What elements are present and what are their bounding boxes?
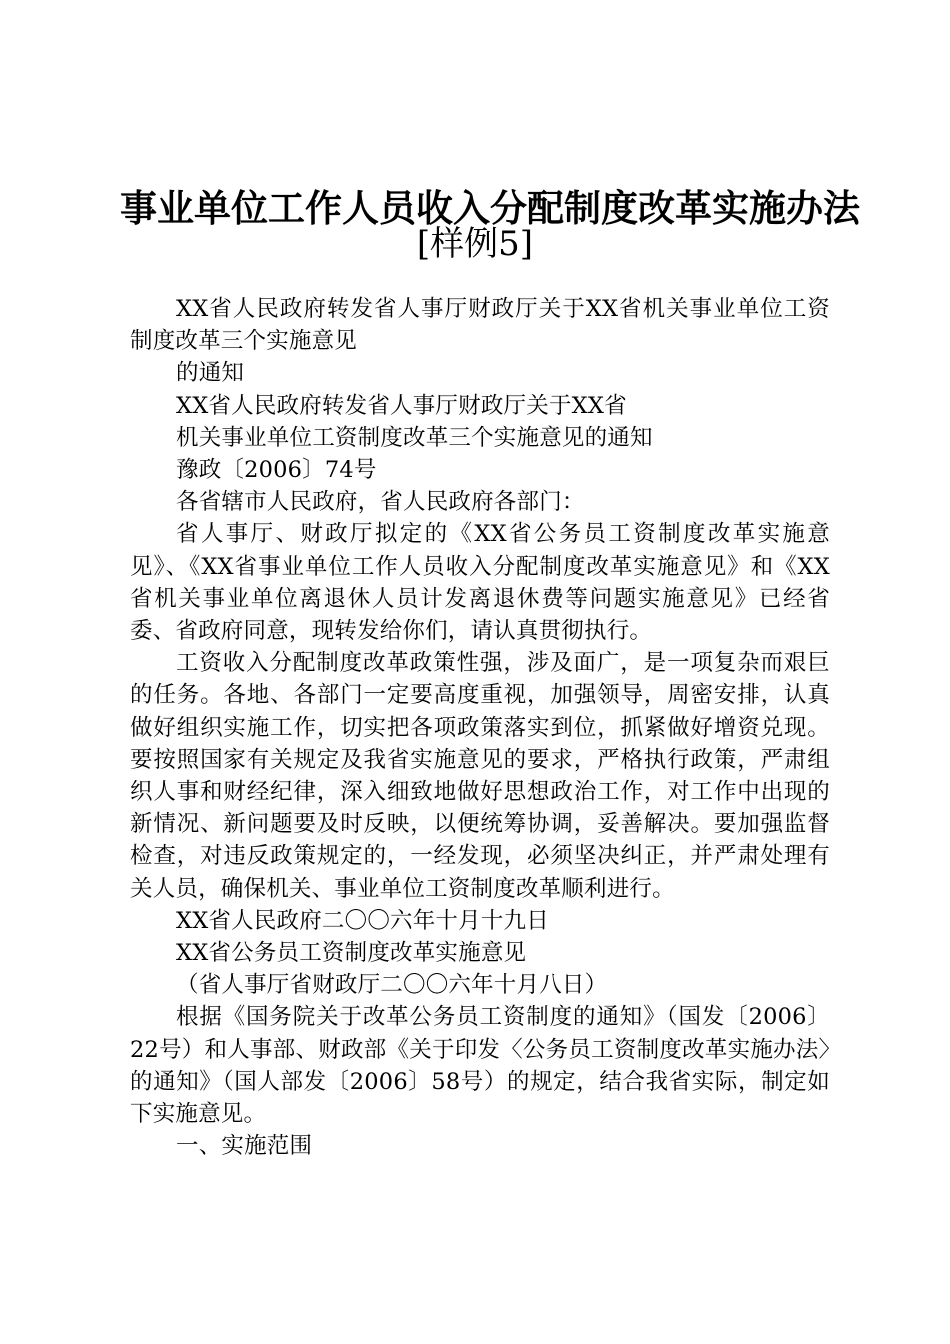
paragraph-body-3: 根据《国务院关于改革公务员工资制度的通知》（国发〔2006〕22号）和人事部、财政部《关于印发〈公务员工资制度改革实施办法〉的通知》（国人部发〔2006〕58号）的规定，结合我省实际，制定如下实施意见。 bbox=[130, 1004, 830, 1128]
section-title: XX省公务员工资制度改革实施意见 bbox=[176, 940, 527, 967]
paragraph-heading-2: 的通知 bbox=[176, 360, 245, 387]
document-subtitle: [样例5] bbox=[416, 224, 534, 264]
paragraph-body-1: 省人事厅、财政厅拟定的《XX省公务员工资制度改革实施意见》、《XX省事业单位工作人员收入分配制度改革实施意见》和《XX省机关事业单位离退休人员计发离退休费等问题实施意见》已经省委、省政府同意，现转发给你们，请认真贯彻执行。 bbox=[130, 521, 830, 645]
addressee: 各省辖市人民政府，省人民政府各部门： bbox=[176, 489, 585, 516]
paragraph-body-2: 工资收入分配制度改革政策性强，涉及面广，是一项复杂而艰巨的任务。各地、各部门一定要高度重视，加强领导，周密安排，认真做好组织实施工作，切实把各项政策落实到位，抓紧做好增资兑现。要按照国家有关规定及我省实施意见的要求，严格执行政策，严肃组织人事和财经纪律，深入细致地做好思想政治工作，对工作中出现的新情况、新问题要及时反映，以便统筹协调，妥善解决。要加强监督检查，对违反政策规定的，一经发现，必须坚决纠正，并严肃处理有关人员，确保机关、事业单位工资制度改革顺利进行。 bbox=[130, 650, 830, 902]
document-number: 豫政〔2006〕74号 bbox=[176, 457, 377, 484]
paragraph-heading-3: XX省人民政府转发省人事厅财政厅关于XX省 bbox=[176, 392, 627, 419]
section-note: （省人事厅省财政厅二〇〇六年十月八日） bbox=[176, 972, 608, 999]
paragraph-heading-1: XX省人民政府转发省人事厅财政厅关于XX省机关事业单位工资制度改革三个实施意见 bbox=[130, 296, 830, 355]
document-body bbox=[130, 293, 830, 1162]
signature-date: XX省人民政府二〇〇六年十月十九日 bbox=[176, 907, 549, 934]
paragraph-heading-4: 机关事业单位工资制度改革三个实施意见的通知 bbox=[176, 424, 653, 451]
document-title: 事业单位工作人员收入分配制度改革实施办法 bbox=[120, 186, 860, 230]
section-heading: 一、实施范围 bbox=[176, 1133, 313, 1160]
